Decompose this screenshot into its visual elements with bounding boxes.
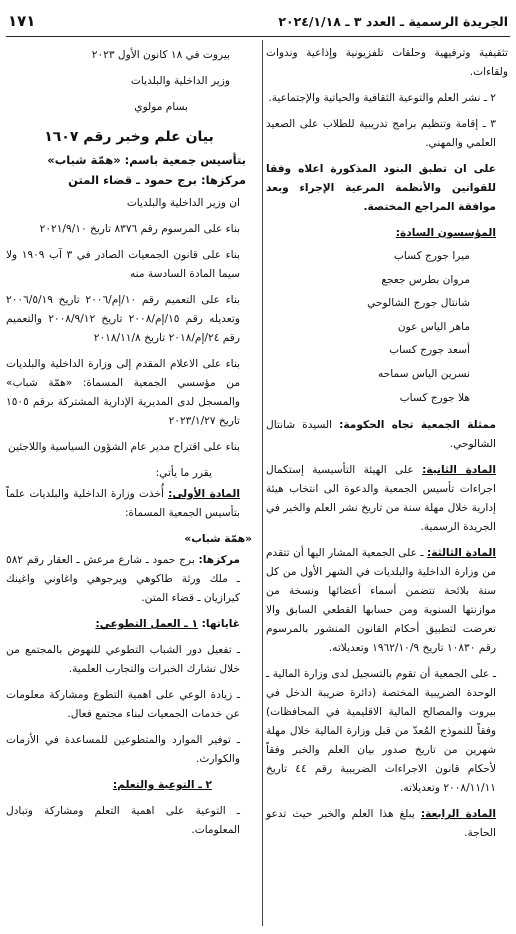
goal-point: ـ التوعية على اهمية التعلم ومشاركة وتبادل المعلومات. [6, 805, 240, 836]
notice-title: بيان علم وخبر رقم ١٦٠٧ [44, 129, 214, 145]
notice-hq: مركزها: برج حمود ـ قضاء المتن [68, 173, 246, 187]
goal-point: ـ تفعيل دور الشباب التطوعي للنهوض بالمجتمع من خلال تشارك الخبرات والتجارب العلمية. [6, 644, 240, 675]
left-column [6, 44, 252, 847]
article-3-tax: ـ على الجمعية أن تقوم بالتسجيل لدى وزارة المالية ـ الوحدة الضريبية المختصة (دائرة ضريبة الدخل في بيروت والمصالح المالية الاقليمية في المحافظات) وفقاً للنموذج المُعدّ من قبل وزارة المالية خلال مهلة شهرين من تاريخ صدور بيان العلم والخبر وفقاً لأحكام قانون الاجراءات الضريبية رقم ٤٤ تاريخ ٢٠٠٨/١١/١١ وتعديلاته. [266, 668, 497, 795]
association-name: «همّة شباب» [184, 533, 252, 545]
founder-name: شانتال جورج الشالوحي [367, 297, 470, 310]
considerant: بناء على المرسوم رقم ٨٣٧٦ تاريخ ٢٠٢١/٩/١٠ [39, 223, 240, 235]
considerant: بناء على اقتراح مدير عام الشؤون السياسية واللاجئين [8, 441, 240, 453]
association-address: مركزها: برج حمود ـ شارع مرعش ـ العقار رقم ٥٨٢ ـ ملك ورثة طاكوهي ويرجوهي واغاوني واغينك كيرازيان ـ قضاء المتن. [6, 554, 240, 604]
considerant: بناء على قانون الجمعيات الصادر في ٣ آب ١٩٠٩ ولا سيما المادة السادسة منه [6, 249, 240, 280]
paragraph-activities: تثقيفية وترفيهية وحلقات تلفزيونية وإذاعية وندوات ولقاءات. [266, 47, 508, 78]
decides-label: يقرر ما يأتي: [155, 467, 212, 479]
goal-point: ـ زيادة الوعي على اهمية التطوع ومشاركة معلومات عن خدمات الجمعيات لبناء مجتمع فعال. [6, 689, 240, 720]
article-3: المادة الثالثة: ـ على الجمعية المشار اليها أن تتقدم من وزارة الداخلية والبلديات في الشهر الأول من كل سنة بلائحة تتضمن أسماء أعضائها ونسخة من موازنتها السنوية ومن حسابها القطعي السابق والا تعرضت لتطبيق أحكام القانون المنشور بالمرسوم رقم ١٠٨٣٠ تاريخ ١٩٦٢/١٠/٩ وتعديلاته. [266, 547, 496, 655]
goal-item-3: ٣ ـ إقامة وتنظيم برامج تدريبية للطلاب على الصعيد العلمي والمهني. [266, 118, 496, 149]
page-number: ١٧١ [8, 12, 36, 30]
right-column [266, 44, 508, 850]
compliance-clause: على ان تطبق البنود المذكورة اعلاه وفقا للقوانين والأنظمة المرعية الإجراء وبعد موافقة المراجع المختصة. [266, 163, 496, 213]
goal-item-2: ٢ ـ نشر العلم والتوعية الثقافية والحياتية والإجتماعية. [268, 92, 496, 104]
founder-name: مروان بطرس جعجع [381, 273, 470, 286]
goal-point: ـ توفير الموارد والمتطوعين للمساعدة في الأزمات والكوارث. [6, 734, 240, 765]
article-2: المادة الثانية: على الهيئة التأسيسية إستكمال اجراءات تأسيس الجمعية والدعوة الى انتخاب هيئة إدارية خلال مهلة سنة من تاريخ نشر العلم والخبر في الجريدة الرسمية. [266, 464, 496, 534]
founder-name: هلا جورج كساب [399, 391, 470, 404]
page-header [8, 10, 508, 32]
founder-name: ماهر الياس عون [397, 320, 470, 333]
article-1: المادة الأولى: أُخذت وزارة الداخلية والبلديات علماً بتأسيس الجمعية المسماة: [6, 488, 240, 519]
signature-title: وزير الداخلية والبلديات [130, 75, 230, 87]
article-4: المادة الرابعة: يبلغ هذا العلم والخبر حيث تدعو الحاجة. [266, 808, 496, 840]
considerant: بناء على الاعلام المقدم إلى وزارة الداخلية والبلديات من مؤسسي الجمعية المسماة: «همّة شباب» والمسجل لدى المديرية الإدارية المشتركة برقم ١٥٠٥ تاريخ ٢٠٢٣/١/٢٧ [6, 358, 240, 427]
goals-heading: غاياتها: ١ ـ العمل التطوعي: [95, 618, 240, 630]
header-rule [6, 36, 510, 37]
founders-label: المؤسسون السادة: [395, 227, 496, 239]
founder-name: نسرين الياس سماحه [378, 367, 470, 380]
column-separator [262, 40, 263, 926]
gazette-title: الجريدة الرسمية ـ العدد ٣ ـ ٢٠٢٤/١/١٨ [278, 13, 508, 29]
founders-list [266, 245, 508, 410]
issuer: ان وزير الداخلية والبلديات [126, 197, 240, 209]
signature-place-date: بيروت في ١٨ كانون الأول ٢٠٢٣ [91, 49, 230, 61]
founder-name: أسعد جورج كساب [389, 344, 470, 357]
goal-2-heading: ٢ ـ التوعية والتعلم: [112, 779, 212, 791]
signature-name: بسام مولوي [134, 101, 188, 113]
founder-name: ميرا جورج كساب [393, 250, 470, 262]
notice-subject: بتأسيس جمعية باسم: «همّة شباب» [47, 153, 246, 167]
considerant: بناء على التعميم رقم ١٠/إم/٢٠٠٦ تاريخ ٢٠٠٦/٥/١٩ وتعديله رقم ١٥/إم/٢٠٠٨ تاريخ ٢٠٠٨/٩/١٢ والتعميم رقم ٢٤/إم/٢٠١٨ تاريخ ٢٠١٨/١١/٨ [6, 294, 240, 344]
representative: ممثلة الجمعية تجاه الحكومة: السيدة شانتال الشالوحي. [266, 419, 496, 451]
